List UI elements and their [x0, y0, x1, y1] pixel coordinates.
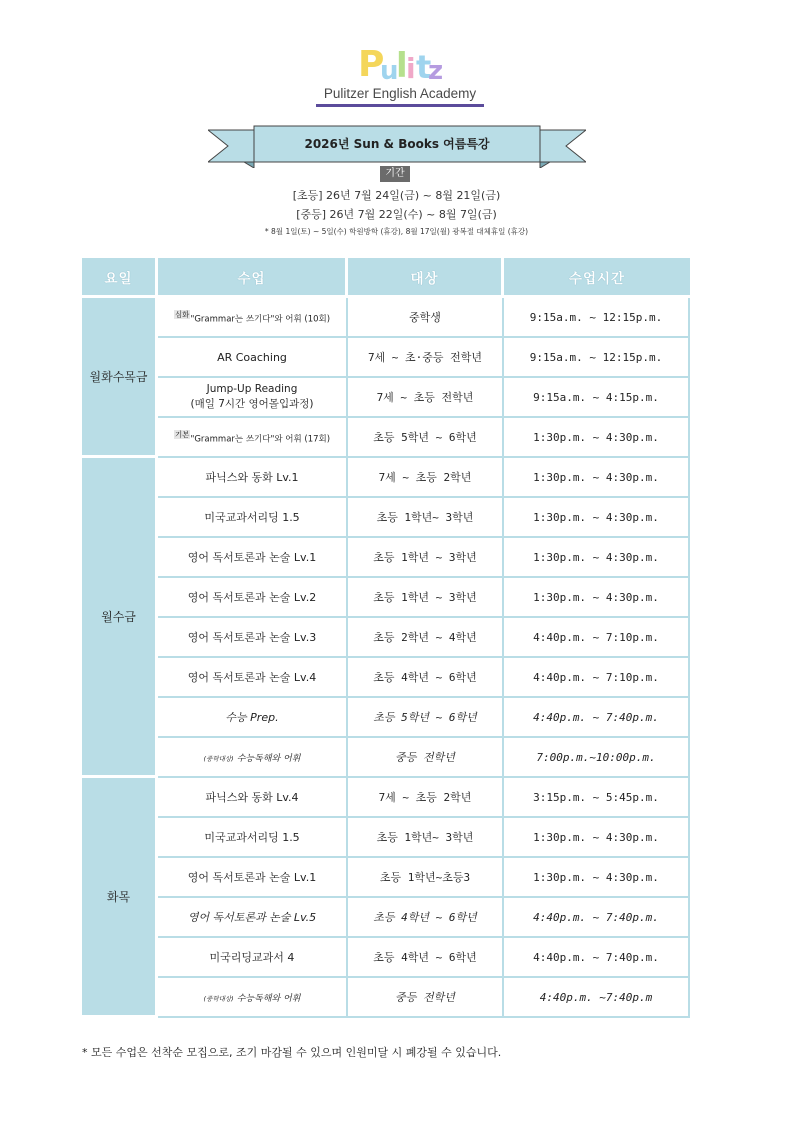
- time-cell: 9:15a.m. ~ 12:15p.m.: [504, 338, 690, 378]
- subject-text: 수능독해와 어휘: [236, 993, 301, 1004]
- target-cell: 7세 ~ 초·중등 전학년: [348, 338, 504, 378]
- logo-underline: [316, 104, 484, 107]
- table-row: [82, 378, 690, 418]
- table-row: [82, 658, 690, 698]
- logo-letter: P: [358, 44, 385, 85]
- subject-cell: 미국교과서리딩 1.5: [158, 818, 348, 858]
- table-row: [82, 458, 690, 498]
- subject-cell: [158, 978, 348, 1018]
- table-row: [82, 498, 690, 538]
- table-row: [82, 738, 690, 778]
- subject-note: (중학대상): [203, 994, 234, 1003]
- subject-cell: [158, 738, 348, 778]
- target-cell: 중등 전학년: [348, 978, 504, 1018]
- target-cell: 초등 1학년 ~ 3학년: [348, 538, 504, 578]
- target-cell: 7세 ~ 초등 2학년: [348, 458, 504, 498]
- subject-text: Jump-Up Reading: [206, 383, 298, 395]
- logo-mark: [358, 42, 448, 84]
- header-time: 수업시간: [504, 258, 690, 298]
- target-cell: 초등 4학년 ~ 6학년: [348, 898, 504, 938]
- subject-cell: 수능 Prep.: [158, 698, 348, 738]
- time-cell: 4:40p.m. ~7:40p.m: [504, 978, 690, 1018]
- day-cell: 월수금: [82, 458, 158, 778]
- header-class: 수업: [158, 258, 348, 298]
- target-cell: 초등 1학년~초등3: [348, 858, 504, 898]
- time-cell: 4:40p.m. ~ 7:40p.m.: [504, 938, 690, 978]
- header-row: [82, 258, 690, 298]
- subject-cell: [158, 378, 348, 418]
- subject-cell: 미국교과서리딩 1.5: [158, 498, 348, 538]
- logo-text: Pulitzer English Academy: [323, 86, 477, 101]
- time-cell: 1:30p.m. ~ 4:30p.m.: [504, 418, 690, 458]
- header-target: 대상: [348, 258, 504, 298]
- time-cell: 1:30p.m. ~ 4:30p.m.: [504, 538, 690, 578]
- subject-text: "Grammar는 쓰기다"와 어휘 (10회): [190, 314, 331, 325]
- period-elementary: [초등] 26년 7월 24일(금) ~ 8월 21일(금): [292, 189, 501, 202]
- subject-cell: [158, 418, 348, 458]
- logo-letter: l: [396, 46, 408, 86]
- logo-letter: t: [416, 48, 432, 86]
- subject-cell: 파닉스와 동화 Lv.1: [158, 458, 348, 498]
- time-cell: 1:30p.m. ~ 4:30p.m.: [504, 578, 690, 618]
- target-cell: 초등 5학년 ~ 6학년: [348, 418, 504, 458]
- schedule-table: [82, 258, 690, 1018]
- time-cell: 1:30p.m. ~ 4:30p.m.: [504, 858, 690, 898]
- time-cell: 4:40p.m. ~ 7:40p.m.: [504, 898, 690, 938]
- subject-cell: 영어 독서토론과 논술 Lv.1: [158, 858, 348, 898]
- table-row: [82, 978, 690, 1018]
- subject-subtext: (매일 7시간 영어몰입과정): [190, 398, 314, 410]
- target-cell: 초등 2학년 ~ 4학년: [348, 618, 504, 658]
- period-holiday-note: * 8월 1일(토) ~ 5일(수) 학원방학 (휴강), 8월 17일(월) 광복절 대체휴일 (휴강): [264, 227, 529, 236]
- level-tag: 심화: [174, 310, 190, 320]
- logo-letter: i: [406, 52, 416, 85]
- header-day: 요일: [82, 258, 158, 298]
- target-cell: 초등 4학년 ~ 6학년: [348, 658, 504, 698]
- target-cell: 7세 ~ 초등 전학년: [348, 378, 504, 418]
- subject-cell: 영어 독서토론과 논술 Lv.2: [158, 578, 348, 618]
- table-row: [82, 418, 690, 458]
- subject-cell: 영어 독서토론과 논술 Lv.3: [158, 618, 348, 658]
- subject-text: "Grammar는 쓰기다"와 어휘 (17회): [190, 434, 331, 445]
- title-banner: [208, 124, 586, 168]
- time-cell: 4:40p.m. ~ 7:40p.m.: [504, 698, 690, 738]
- logo-letter: z: [428, 56, 444, 86]
- table-row: [82, 538, 690, 578]
- target-cell: 초등 5학년 ~ 6학년: [348, 698, 504, 738]
- target-cell: 초등 4학년 ~ 6학년: [348, 938, 504, 978]
- subject-cell: 파닉스와 동화 Lv.4: [158, 778, 348, 818]
- subject-cell: 영어 독서토론과 논술 Lv.4: [158, 658, 348, 698]
- time-cell: 9:15a.m. ~ 12:15p.m.: [504, 298, 690, 338]
- time-cell: 4:40p.m. ~ 7:10p.m.: [504, 618, 690, 658]
- footnote: * 모든 수업은 선착순 모집으로, 조기 마감될 수 있으며 인원미달 시 폐강될 수 있습니다.: [82, 1046, 502, 1059]
- target-cell: 7세 ~ 초등 2학년: [348, 778, 504, 818]
- day-cell: 월화수목금: [82, 298, 158, 458]
- subject-text: 수능독해와 어휘: [236, 753, 301, 764]
- subject-cell: AR Coaching: [158, 338, 348, 378]
- day-cell: 화목: [82, 778, 158, 1018]
- academy-logo: [300, 42, 500, 112]
- period-middle: [중등] 26년 7월 22일(수) ~ 8월 7일(금): [296, 208, 497, 221]
- subject-note: (중학대상): [203, 754, 234, 763]
- time-cell: 7:00p.m.~10:00p.m.: [504, 738, 690, 778]
- logo-letter: u: [380, 56, 399, 86]
- table-row: [82, 698, 690, 738]
- table-row: [82, 938, 690, 978]
- time-cell: 4:40p.m. ~ 7:10p.m.: [504, 658, 690, 698]
- table-row: [82, 338, 690, 378]
- time-cell: 3:15p.m. ~ 5:45p.m.: [504, 778, 690, 818]
- table-row: [82, 778, 690, 818]
- table-row: [82, 858, 690, 898]
- time-cell: 1:30p.m. ~ 4:30p.m.: [504, 458, 690, 498]
- table-row: [82, 818, 690, 858]
- target-cell: 초등 1학년 ~ 3학년: [348, 578, 504, 618]
- table-row: [82, 618, 690, 658]
- period-label: 기간: [380, 166, 410, 182]
- target-cell: 초등 1학년~ 3학년: [348, 498, 504, 538]
- table-row: [82, 298, 690, 338]
- table-row: [82, 578, 690, 618]
- time-cell: 1:30p.m. ~ 4:30p.m.: [504, 498, 690, 538]
- target-cell: 중학생: [348, 298, 504, 338]
- subject-cell: 미국리딩교과서 4: [158, 938, 348, 978]
- target-cell: 초등 1학년~ 3학년: [348, 818, 504, 858]
- time-cell: 9:15a.m. ~ 4:15p.m.: [504, 378, 690, 418]
- time-cell: 1:30p.m. ~ 4:30p.m.: [504, 818, 690, 858]
- table-row: [82, 898, 690, 938]
- banner-title: 2026년 Sun & Books 여름특강: [304, 137, 490, 151]
- target-cell: 중등 전학년: [348, 738, 504, 778]
- subject-cell: 영어 독서토론과 논술 Lv.1: [158, 538, 348, 578]
- subject-cell: [158, 298, 348, 338]
- level-tag: 기본: [174, 430, 190, 440]
- subject-cell: 영어 독서토론과 논술 Lv.5: [158, 898, 348, 938]
